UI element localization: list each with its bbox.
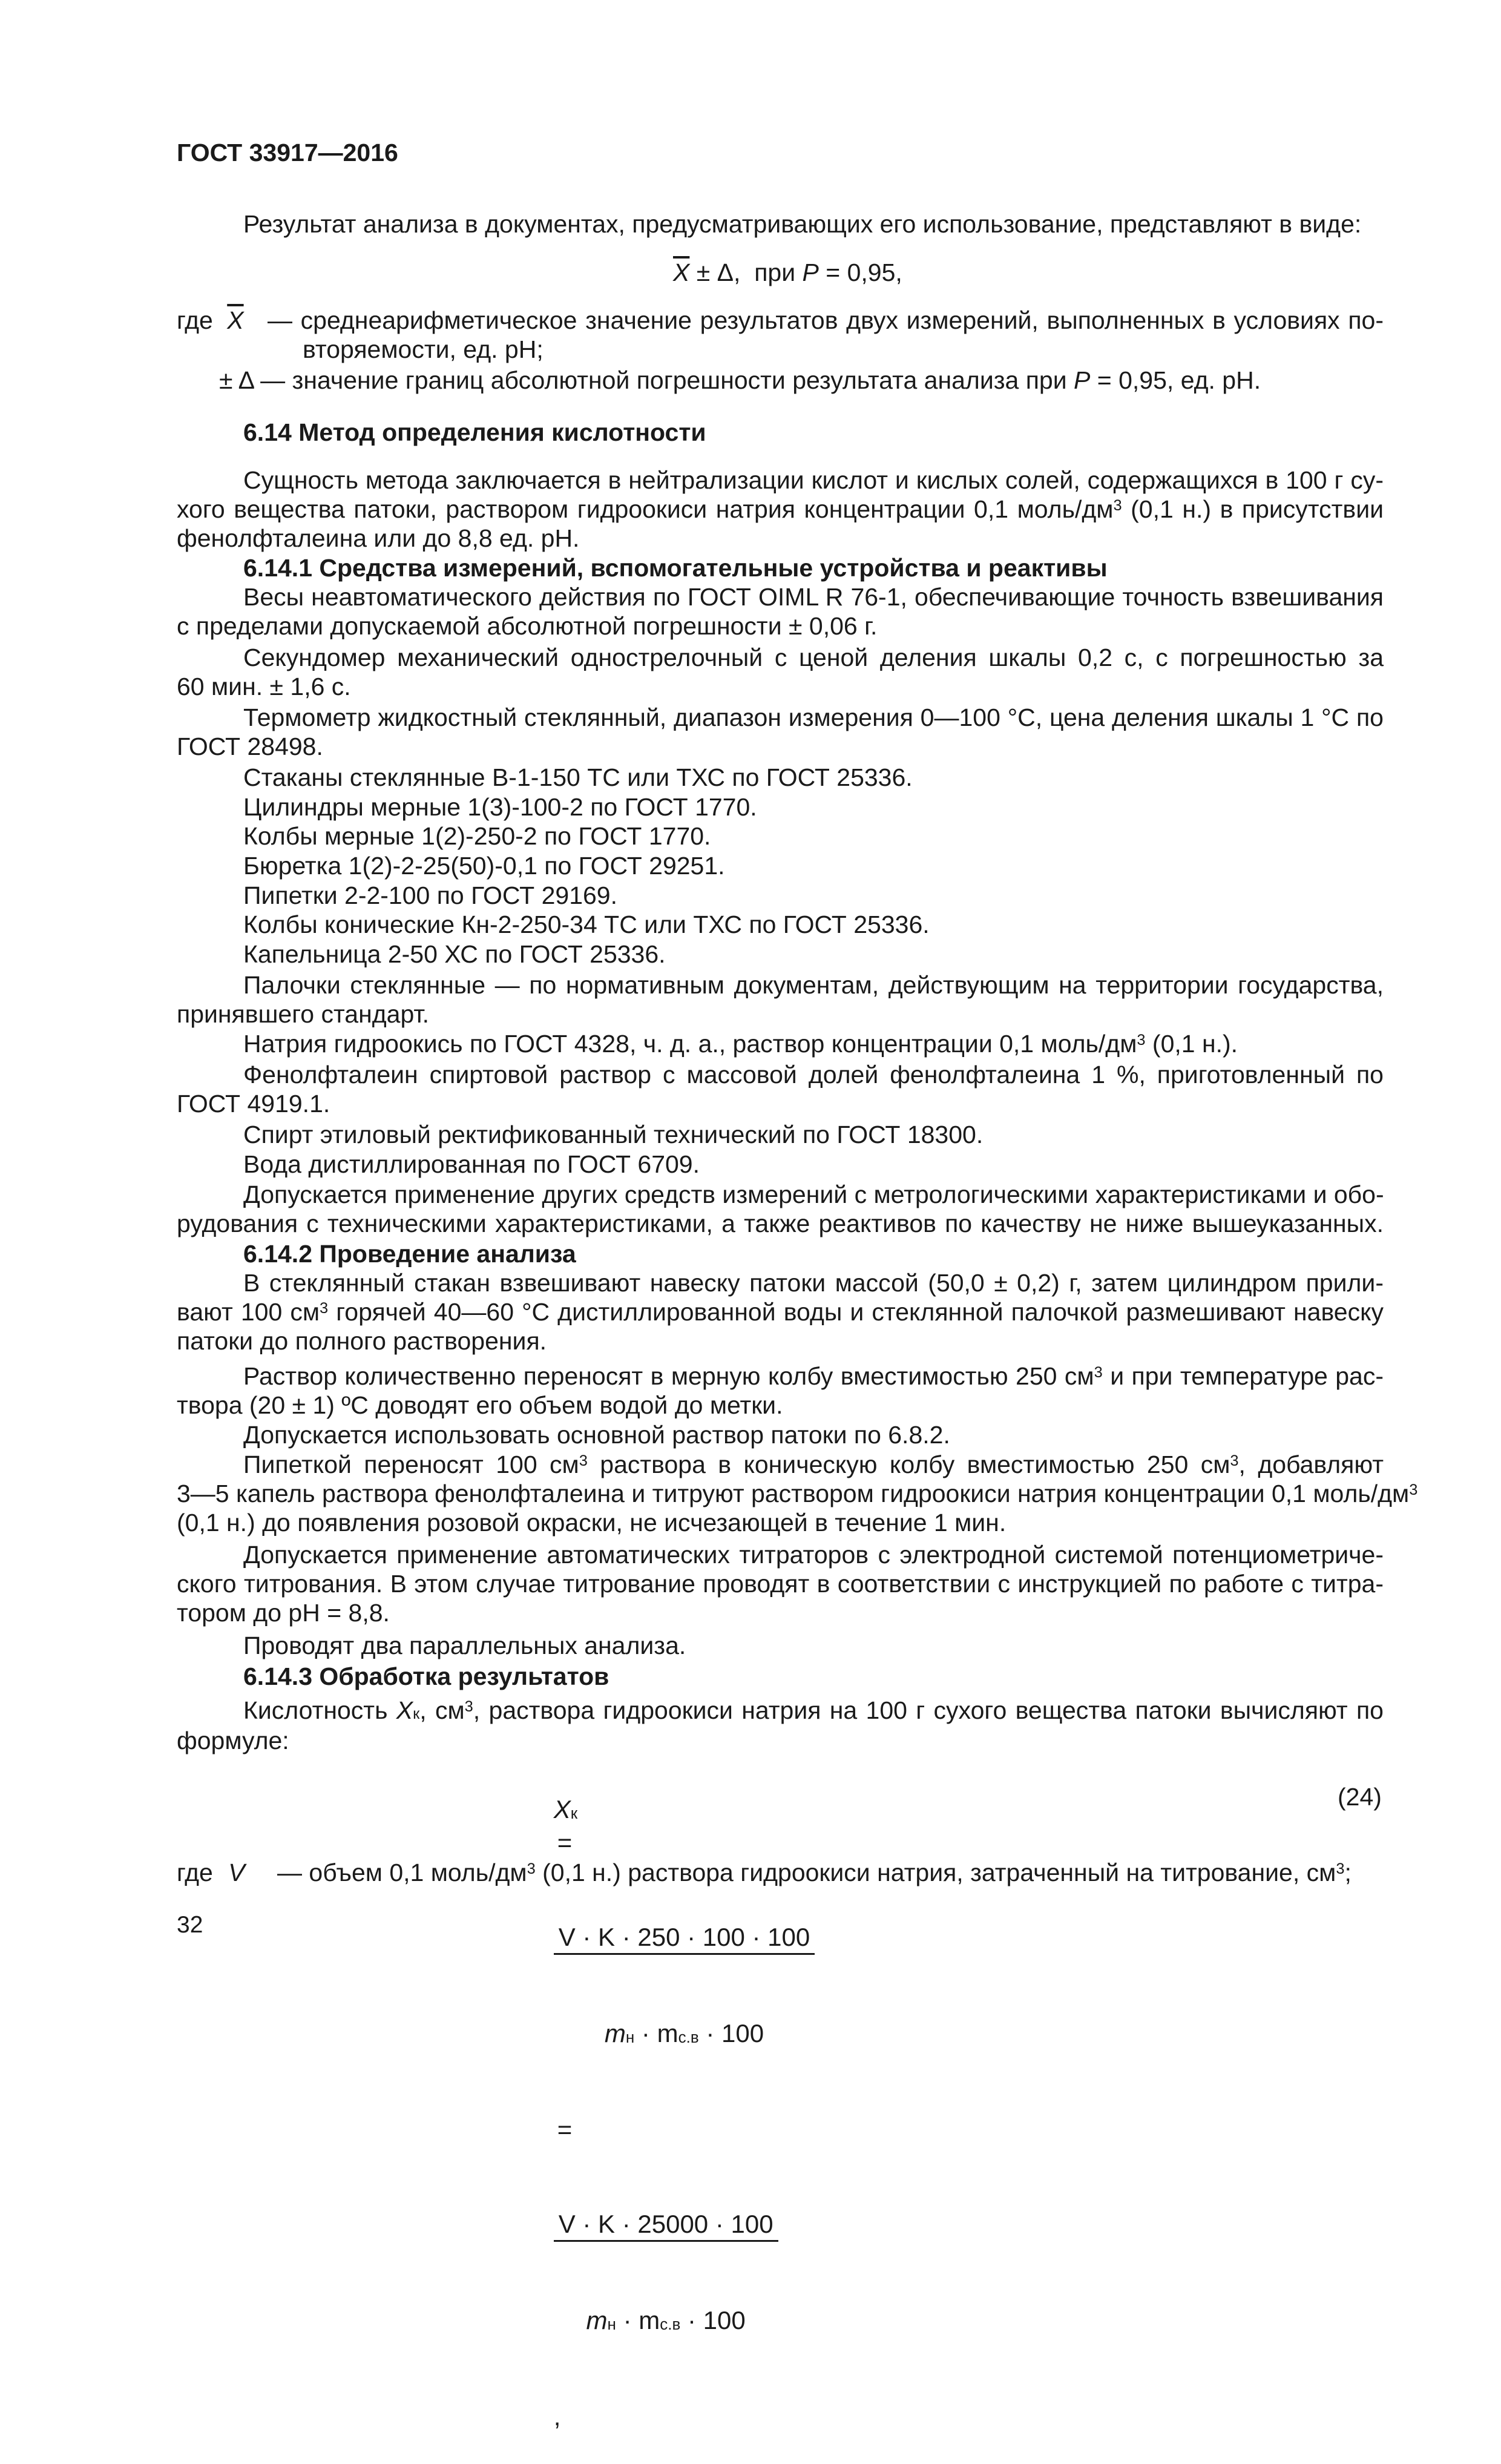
s6142-l01: В стеклянный стакан взвешивают навеску патоки массой (50,0 ± 0,2) г, затем цилиндром прили- bbox=[243, 1269, 1384, 1297]
s6142-l04: Раствор количественно переносят в мерную колбу вместимостью 250 $см^3$ и при температуре рас- bbox=[243, 1362, 1384, 1390]
s6141-l12: Колбы конические Кн-2-250-34 ТС или ТХС по ГОСТ 25336. bbox=[243, 911, 930, 938]
s6141-l04: 60 мин. ± 1,6 с. bbox=[177, 673, 351, 700]
formula-lhs: $X_к$ bbox=[553, 1794, 578, 1823]
s6142-l12: тором до pH = 8,8. bbox=[177, 1599, 390, 1627]
where-v-label: где V bbox=[177, 1859, 245, 1886]
s6141-l10: Бюретка 1(2)-2-25(50)-0,1 по ГОСТ 29251. bbox=[243, 852, 725, 880]
fraction-2-denominator: $m_н \cdot m_{с.в} \cdot 100$ bbox=[586, 2305, 746, 2334]
where-label: где $\overline{X}$ bbox=[177, 306, 244, 334]
formula-number: (24) bbox=[1338, 1783, 1382, 1811]
s6141-l21: Допускается применение других средств измерений с метрологическими характеристиками и обо- bbox=[243, 1181, 1384, 1208]
formula-fraction-2 bbox=[554, 2146, 778, 2399]
page-number: 32 bbox=[177, 1912, 203, 1938]
formula-24: $X_к$ = $\frac{V \cdot K \cdot 250 \cdot 100 \cdot 100}{m_н \cdot m_{с.в} \cdot 100}$ = $\frac{V \cdot K \cdot 25000 \cdot 100}{m_н \cdot m_{с.в} \cdot 100}$ , bbox=[525, 1761, 815, 2464]
s6141-l22: рудования с техническими характеристиками, а также реактивов по качеству не ниже вышеуказанных. bbox=[177, 1210, 1384, 1237]
section-6-14-2-title: 6.14.2 Проведение анализа bbox=[243, 1240, 576, 1268]
s6141-l07: Стаканы стеклянные В-1-150 ТС или ТХС по ГОСТ 25336. bbox=[243, 763, 913, 791]
s6142-l11: ского титрования. В этом случае титрование проводят в соответствии с инструкцией по работе с титра- bbox=[177, 1570, 1384, 1598]
where-v-definition: — объем 0,1 моль/$дм^3$ (0,1 н.) раствора гидроокиси натрия, затраченный на титрование, $см^3$; bbox=[277, 1859, 1352, 1886]
s6141-l08: Цилиндры мерные 1(3)-100-2 по ГОСТ 1770. bbox=[243, 793, 757, 821]
result-formula: $\overline{X} \pm \Delta$, при P = 0,95, bbox=[673, 259, 902, 286]
s6142-l10: Допускается применение автоматических титраторов с электродной системой потенциометриче- bbox=[243, 1541, 1384, 1569]
s6141-l11: Пипетки 2-2-100 по ГОСТ 29169. bbox=[243, 881, 618, 909]
s6142-l03: патоки до полного растворения. bbox=[177, 1327, 547, 1355]
where-x-definition: — среднеарифметическое значение результатов двух измерений, выполненных в условиях по- bbox=[268, 306, 1384, 334]
s6141-l15: принявшего стандарт. bbox=[177, 1000, 429, 1028]
fraction-1-denominator: $m_н \cdot m_{с.в} \cdot 100$ bbox=[604, 2018, 764, 2047]
s6141-l17: Фенолфталеин спиртовой раствор с массовой долей фенолфталеина 1 %, приготовленный по bbox=[243, 1061, 1384, 1089]
s6142-l09: (0,1 н.) до появления розовой окраски, не исчезающей в течение 1 мин. bbox=[177, 1509, 1007, 1537]
s6141-l05: Термометр жидкостный стеклянный, диапазон измерения 0—100 °С, цена деления шкалы 1 °С по bbox=[243, 703, 1384, 731]
s6141-l06: ГОСТ 28498. bbox=[177, 733, 323, 760]
section-6-14-title: 6.14 Метод определения кислотности bbox=[243, 418, 706, 446]
s6142-l05: твора (20 ± 1) ºС доводят его объем водой до метки. bbox=[177, 1391, 783, 1419]
fraction-1-numerator: V · K · 250 · 100 · 100 bbox=[554, 1922, 815, 1955]
s6141-l16: Натрия гидроокись по ГОСТ 4328, ч. д. а., раствор концентрации 0,1 моль/$дм^3$ (0,1 н.). bbox=[243, 1030, 1238, 1058]
fraction-2-numerator: V · K · 25000 · 100 bbox=[554, 2209, 778, 2242]
s6141-l20: Вода дистиллированная по ГОСТ 6709. bbox=[243, 1150, 700, 1178]
s6143-l02: формуле: bbox=[177, 1727, 289, 1754]
s6141-l13: Капельница 2-50 ХС по ГОСТ 25336. bbox=[243, 940, 666, 968]
s614-p1-l3: фенолфталеина или до 8,8 ед. pH. bbox=[177, 524, 580, 552]
result-paragraph: Результат анализа в документах, предусматривающих его использование, представляют в виде: bbox=[243, 210, 1362, 238]
s6143-l01: Кислотность $X_к$, $см^3$, раствора гидроокиси натрия на 100 г сухого вещества патоки вычисляют по bbox=[243, 1696, 1384, 1724]
s6142-l06: Допускается использовать основной раствор патоки по 6.8.2. bbox=[243, 1421, 950, 1449]
s614-p1-l1: Сущность метода заключается в нейтрализации кислот и кислых солей, содержащихся в 100 г су- bbox=[243, 466, 1384, 494]
x-mean-symbol: $\overline{X}$ bbox=[673, 259, 690, 286]
s6142-l07: Пипеткой переносят 100 $см^3$ раствора в коническую колбу вместимостью 250 $см^3$, добавляют bbox=[243, 1451, 1384, 1478]
s6142-l08: 3—5 капель раствора фенолфталеина и титруют раствором гидроокиси натрия концентрации 0,1 моль/$дм^3$ bbox=[177, 1480, 1418, 1507]
s6141-l01: Весы неавтоматического действия по ГОСТ OIML R 76-1, обеспечивающие точность взвешивания bbox=[243, 583, 1384, 611]
section-6-14-3-title: 6.14.3 Обработка результатов bbox=[243, 1662, 609, 1690]
formula-fraction-1 bbox=[554, 1859, 815, 2112]
s614-p1-l2: хого вещества патоки, раствором гидроокиси натрия концентрации 0,1 моль/$дм^3$ (0,1 н.) в присутствии bbox=[177, 495, 1384, 523]
s6141-l14: Палочки стеклянные — по нормативным документам, действующим на территории государства, bbox=[243, 971, 1384, 999]
document-header: ГОСТ 33917—2016 bbox=[177, 139, 398, 166]
s6141-l03: Секундомер механический однострелочный с ценой деления шкалы 0,2 с, с погрешностью за bbox=[243, 644, 1384, 671]
s6141-l18: ГОСТ 4919.1. bbox=[177, 1090, 330, 1118]
section-6-14-1-title: 6.14.1 Средства измерений, вспомогательные устройства и реактивы bbox=[243, 554, 1108, 582]
s6141-l02: с пределами допускаемой абсолютной погрешности ± 0,06 г. bbox=[177, 612, 878, 640]
where-delta-definition: ± Δ — значение границ абсолютной погрешности результата анализа при P = 0,95, ед. pH. bbox=[219, 366, 1261, 394]
s6142-l02: вают 100 $см^3$ горячей 40—60 °С дистиллированной воды и стеклянной палочкой размешивают навеску bbox=[177, 1298, 1384, 1326]
where-x-definition-cont: вторяемости, ед. pH; bbox=[303, 335, 544, 363]
s6142-l13: Проводят два параллельных анализа. bbox=[243, 1632, 686, 1659]
s6141-l19: Спирт этиловый ректификованный технический по ГОСТ 18300. bbox=[243, 1121, 984, 1148]
s6141-l09: Колбы мерные 1(2)-250-2 по ГОСТ 1770. bbox=[243, 822, 711, 850]
